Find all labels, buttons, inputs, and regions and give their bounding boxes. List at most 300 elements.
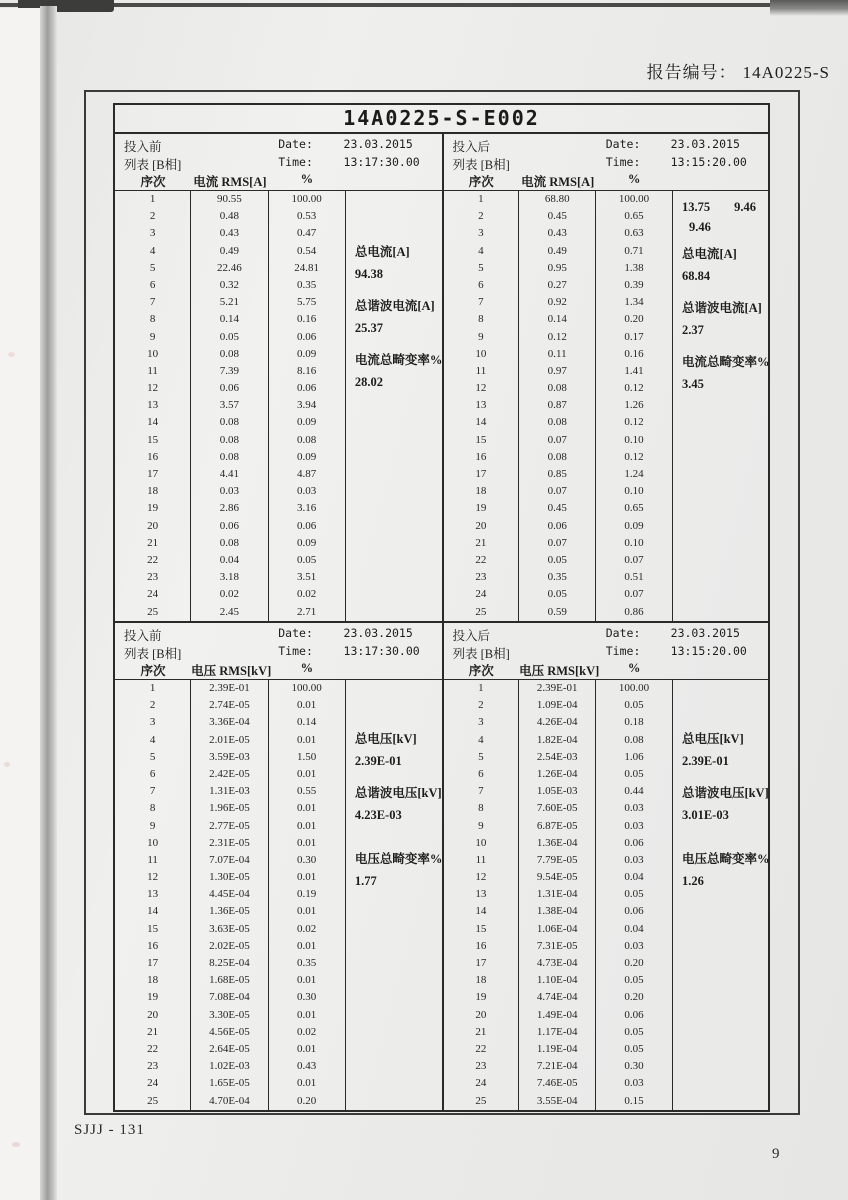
table-cell: 16: [115, 449, 191, 466]
table-cell: 4.26E-04: [519, 714, 596, 731]
table-cell: 18: [444, 483, 520, 500]
table-cell: 2.74E-05: [191, 697, 268, 714]
table-row: [444, 414, 672, 431]
table-cell: 6: [444, 277, 520, 294]
table-cell: 0.45: [519, 208, 596, 225]
date-value: 23.03.2015: [343, 626, 413, 640]
table-cell: 9: [115, 818, 191, 835]
table-cell: 3.18: [191, 569, 268, 586]
table-row: [444, 749, 672, 766]
table-cell: 0.01: [297, 733, 317, 746]
summary-label: 总电流[A]: [354, 245, 410, 259]
table-cell: 1.10E-04: [519, 972, 596, 989]
table-cell: 7: [444, 783, 520, 800]
table-row: [444, 294, 672, 311]
table-row: [444, 938, 672, 955]
table-cell: 0.05: [297, 553, 317, 566]
table-cell: 9: [444, 329, 520, 346]
time-label: Time:: [278, 155, 313, 169]
table-cell: 0.71: [624, 244, 644, 257]
table-cell: 5: [115, 260, 191, 277]
table-row: [115, 535, 345, 552]
table-cell: 1.36E-04: [519, 835, 596, 852]
summary-thd-voltage: [681, 848, 770, 892]
table-cell: 7.07E-04: [191, 852, 268, 869]
table-row: [115, 800, 345, 817]
scan-speck: [12, 1142, 20, 1147]
table-cell: 1.38: [624, 261, 644, 274]
table-cell: 25: [115, 604, 191, 621]
summary-label: 总电流[A]: [681, 247, 737, 261]
table-cell: 0.03: [297, 485, 317, 498]
table-cell: 22: [115, 1041, 191, 1058]
table-row: [444, 346, 672, 363]
table-cell: 0.95: [519, 260, 596, 277]
table-cell: 0.87: [519, 397, 596, 414]
table-row: [115, 432, 345, 449]
table-cell: 1.05E-03: [519, 783, 596, 800]
annotation-value: 9.46: [688, 220, 711, 234]
table-cell: 0.05: [624, 974, 644, 987]
table-cell: 0.08: [191, 432, 268, 449]
table-cell: 1: [444, 680, 520, 697]
table-cell: 1.34: [624, 296, 644, 309]
table-row: [115, 869, 345, 886]
time-label: Time:: [278, 644, 313, 658]
table-cell: 18: [115, 972, 191, 989]
table-row: [444, 1058, 672, 1075]
table-cell: 1.96E-05: [191, 800, 268, 817]
table-cell: 1.02E-03: [191, 1058, 268, 1075]
table-cell: 19: [115, 989, 191, 1006]
table-cell: 0.65: [624, 210, 644, 223]
table-cell: 2.02E-05: [191, 938, 268, 955]
table-cell: 7.39: [191, 363, 268, 380]
table-cell: 0.65: [624, 502, 644, 515]
column-header-percent: %: [300, 661, 314, 675]
table-cell: 0.49: [519, 243, 596, 260]
table-row: [444, 766, 672, 783]
table-cell: 1.24: [624, 468, 644, 480]
date-value: 23.03.2015: [670, 137, 740, 151]
table-row: [115, 208, 345, 225]
table-cell: 0.01: [297, 802, 317, 815]
table-cell: 100.00: [618, 193, 650, 205]
panel-body: [115, 680, 442, 1110]
table-cell: 5.75: [297, 296, 317, 309]
table-cell: 1.68E-05: [191, 972, 268, 989]
table-cell: 0.07: [519, 483, 596, 500]
table-cell: 2.54E-03: [519, 749, 596, 766]
table-cell: 19: [444, 989, 520, 1006]
table-cell: 22: [444, 552, 520, 569]
time-value: 13:15:20.00: [670, 644, 747, 658]
table-cell: 0.59: [519, 604, 596, 621]
table-row: [444, 311, 672, 328]
table-row: [444, 277, 672, 294]
summary-label: 总谐波电流[A]: [681, 301, 762, 315]
panel-voltage-before: [115, 623, 442, 1110]
date-value: 23.03.2015: [343, 137, 413, 151]
table-cell: 15: [115, 921, 191, 938]
table-row: [115, 783, 345, 800]
table-cell: 17: [444, 955, 520, 972]
table-cell: 15: [444, 921, 520, 938]
table-row: [444, 1007, 672, 1024]
summary-total-current: [682, 243, 766, 287]
table-row: [115, 938, 345, 955]
table-cell: 0.08: [191, 449, 268, 466]
table-cell: 1.38E-04: [519, 903, 596, 920]
table-cell: 0.08: [519, 380, 596, 397]
table-cell: 17: [444, 466, 520, 483]
table-cell: 21: [444, 535, 520, 552]
table-cell: 14: [444, 903, 520, 920]
table-cell: 0.09: [297, 536, 317, 549]
table-cell: 0.01: [297, 905, 317, 918]
table-cell: 16: [444, 938, 520, 955]
summary-total-harmonic-current: [682, 297, 766, 341]
table-cell: 0.05: [624, 888, 644, 901]
table-cell: 0.27: [519, 277, 596, 294]
table-cell: 100.00: [618, 682, 650, 694]
table-row: [115, 552, 345, 569]
summary-value: 1.77: [354, 874, 377, 888]
table-cell: 2: [115, 697, 191, 714]
table-cell: 0.20: [297, 1094, 317, 1107]
time-value: 13:15:20.00: [670, 155, 747, 169]
table-row: [115, 500, 345, 517]
table-cell: 0.01: [297, 836, 317, 849]
table-cell: 8.25E-04: [191, 955, 268, 972]
column-header-percent: %: [300, 172, 314, 186]
table-cell: 1.26E-04: [519, 766, 596, 783]
summary-label: 总谐波电压[kV]: [354, 786, 442, 800]
table-row: [444, 903, 672, 920]
table-cell: 5: [444, 749, 520, 766]
table-cell: 0.03: [624, 1077, 644, 1090]
summary-value: 4.23E-03: [354, 808, 402, 822]
summary-total-current: [355, 241, 440, 285]
table-cell: 0.48: [191, 208, 268, 225]
table-row: [115, 346, 345, 363]
table-row: [115, 1041, 345, 1058]
table-cell: 0.02: [297, 922, 317, 935]
table-row: [115, 921, 345, 938]
table-cell: 6: [115, 277, 191, 294]
table-cell: 2.64E-05: [191, 1041, 268, 1058]
table-cell: 7.46E-05: [519, 1075, 596, 1092]
table-cell: 13: [115, 397, 191, 414]
table-cell: 20: [444, 1007, 520, 1024]
table-cell: 0.05: [191, 329, 268, 346]
panel-header: [444, 623, 769, 680]
scan-edge-line: [0, 3, 848, 7]
table-row: [115, 835, 345, 852]
table-cell: 0.35: [297, 278, 317, 291]
table-cell: 3: [115, 225, 191, 242]
table-cell: 5.21: [191, 294, 268, 311]
annotation-numbers: [682, 197, 766, 237]
table-row: [444, 449, 672, 466]
table-row: [115, 586, 345, 603]
table-cell: 0.01: [297, 819, 317, 832]
table-row: [115, 732, 345, 749]
table-cell: 0.18: [624, 716, 644, 729]
table-cell: 0.05: [519, 552, 596, 569]
table-cell: 3.57: [191, 397, 268, 414]
table-cell: 0.01: [297, 767, 317, 780]
table-cell: 0.08: [624, 733, 644, 746]
table-row: [115, 483, 345, 500]
table-cell: 0.07: [519, 535, 596, 552]
summary-label: 总谐波电压[kV]: [681, 786, 769, 800]
table-cell: 2.39E-01: [191, 680, 268, 697]
table-cell: 7.31E-05: [519, 938, 596, 955]
table-row: [444, 397, 672, 414]
table-cell: 20: [115, 518, 191, 535]
table-cell: 0.01: [297, 1042, 317, 1055]
summary-total-voltage: [355, 728, 440, 772]
table-cell: 19: [444, 500, 520, 517]
table-cell: 0.92: [519, 294, 596, 311]
table-cell: 0.06: [297, 382, 317, 395]
table-cell: 4.74E-04: [519, 989, 596, 1006]
table-cell: 0.12: [624, 450, 644, 463]
table-row: [444, 1024, 672, 1041]
list-label: 列表 [B相]: [452, 158, 510, 172]
table-row: [444, 466, 672, 483]
table-cell: 0.12: [624, 382, 644, 395]
table-cell: 3: [444, 225, 520, 242]
form-code: SJJJ - 131: [74, 1122, 145, 1138]
table-cell: 0.97: [519, 363, 596, 380]
summary-value: 2.39E-01: [354, 754, 402, 768]
table-cell: 1: [115, 680, 191, 697]
annotation-value: 13.75: [681, 200, 711, 214]
table-row: [444, 569, 672, 586]
table-cell: 19: [115, 500, 191, 517]
table-cell: 0.06: [191, 518, 268, 535]
table-cell: 8: [444, 311, 520, 328]
table-cell: 23: [444, 569, 520, 586]
state-label: 投入后: [452, 629, 491, 643]
table-cell: 4.73E-04: [519, 955, 596, 972]
table-cell: 10: [115, 835, 191, 852]
table-row: [444, 835, 672, 852]
table-cell: 0.02: [297, 1025, 317, 1038]
table-cell: 1.82E-04: [519, 732, 596, 749]
table-cell: 11: [115, 363, 191, 380]
table-cell: 24: [444, 586, 520, 603]
summary-value: 3.01E-03: [681, 808, 729, 822]
table-cell: 16: [115, 938, 191, 955]
table-cell: 15: [115, 432, 191, 449]
table-row: [444, 697, 672, 714]
table-cell: 0.08: [191, 346, 268, 363]
date-value: 23.03.2015: [670, 626, 740, 640]
table-cell: 0.05: [624, 1042, 644, 1055]
table-row: [444, 208, 672, 225]
harmonic-data-grid: [444, 191, 672, 621]
table-row: [444, 191, 672, 208]
table-cell: 4.45E-04: [191, 886, 268, 903]
table-row: [444, 955, 672, 972]
table-row: [115, 749, 345, 766]
table-cell: 0.10: [624, 433, 644, 446]
summary-thd-voltage: [354, 848, 443, 892]
table-cell: 1.50: [297, 750, 317, 763]
table-row: [115, 680, 345, 697]
table-cell: 0.35: [297, 957, 317, 969]
column-header-seq: 序次: [468, 664, 494, 678]
state-label: 投入前: [124, 140, 162, 154]
table-row: [115, 1058, 345, 1075]
table-row: [115, 989, 345, 1006]
summary-value: 2.37: [681, 323, 704, 337]
table-row: [115, 363, 345, 380]
table-cell: 21: [444, 1024, 520, 1041]
table-cell: 14: [115, 903, 191, 920]
table-cell: 1: [444, 191, 520, 208]
table-cell: 0.35: [519, 569, 596, 586]
table-cell: 23: [115, 1058, 191, 1075]
summary-label: 电压总畸变率%: [354, 852, 443, 866]
harmonic-data-grid: [444, 680, 672, 1110]
summary-total-harmonic-current: [355, 295, 440, 339]
summary-column: [345, 680, 442, 1110]
table-cell: 0.39: [624, 278, 644, 291]
table-row: [115, 260, 345, 277]
table-cell: 0.01: [297, 974, 317, 987]
table-cell: 18: [444, 972, 520, 989]
table-cell: 11: [444, 363, 520, 380]
list-label: 列表 [B相]: [124, 158, 182, 172]
table-row: [115, 466, 345, 483]
time-value: 13:17:30.00: [343, 644, 420, 658]
table-row: [444, 604, 672, 621]
table-cell: 0.53: [297, 210, 317, 223]
table-cell: 0.85: [519, 466, 596, 483]
table-cell: 8: [444, 800, 520, 817]
summary-total-harmonic-voltage: [681, 782, 769, 826]
table-row: [444, 1075, 672, 1092]
table-cell: 100.00: [291, 193, 322, 205]
table-cell: 0.16: [297, 313, 317, 326]
report-number-value: 14A0225-S: [742, 63, 830, 82]
table-row: [115, 766, 345, 783]
table-row: [115, 903, 345, 920]
table-cell: 0.12: [519, 329, 596, 346]
table-cell: 4.41: [191, 466, 268, 483]
table-cell: 23: [115, 569, 191, 586]
table-cell: 0.20: [624, 313, 644, 326]
table-cell: 1.31E-03: [191, 783, 268, 800]
table-row: [115, 818, 345, 835]
table-cell: 1: [115, 191, 191, 208]
table-cell: 0.06: [624, 836, 644, 849]
table-cell: 0.10: [624, 536, 644, 549]
table-cell: 0.06: [624, 905, 644, 918]
harmonic-data-grid: [115, 191, 345, 621]
table-cell: 0.06: [297, 330, 317, 343]
table-cell: 0.03: [624, 802, 644, 815]
date-label: Date:: [278, 626, 313, 640]
table-row: [444, 586, 672, 603]
table-cell: 0.16: [624, 347, 644, 360]
table-cell: 20: [444, 518, 520, 535]
panel-current-before: [115, 134, 442, 621]
table-cell: 0.08: [519, 414, 596, 431]
table-cell: 0.20: [624, 991, 644, 1004]
table-cell: 7.79E-05: [519, 852, 596, 869]
table-cell: 3.16: [297, 502, 317, 515]
table-cell: 3.30E-05: [191, 1007, 268, 1024]
table-cell: 0.08: [297, 433, 317, 446]
table-cell: 0.09: [624, 519, 644, 532]
table-cell: 2.71: [297, 605, 317, 618]
table-cell: 3.63E-05: [191, 921, 268, 938]
state-label: 投入后: [452, 140, 491, 154]
table-row: [444, 972, 672, 989]
column-header-percent: %: [627, 172, 641, 186]
table-cell: 4.70E-04: [191, 1093, 268, 1110]
table-cell: 1.30E-05: [191, 869, 268, 886]
table-cell: 0.30: [297, 991, 317, 1004]
table-cell: 0.49: [191, 243, 268, 260]
table-cell: 17: [115, 466, 191, 483]
table-cell: 0.05: [519, 586, 596, 603]
table-row: [115, 294, 345, 311]
page-number: 9: [772, 1146, 780, 1162]
table-cell: 2.86: [191, 500, 268, 517]
table-row: [115, 449, 345, 466]
table-cell: 0.06: [297, 519, 317, 532]
table-row: [115, 1075, 345, 1092]
current-section: [115, 134, 768, 621]
table-cell: 0.10: [624, 485, 644, 498]
table-cell: 20: [115, 1007, 191, 1024]
summary-value: 68.84: [681, 269, 711, 283]
table-row: [444, 225, 672, 242]
summary-thd-current: [681, 351, 770, 395]
table-row: [115, 225, 345, 242]
table-cell: 1.17E-04: [519, 1024, 596, 1041]
report-number: [647, 58, 830, 83]
table-cell: 12: [115, 869, 191, 886]
table-cell: 13: [444, 886, 520, 903]
table-cell: 13: [115, 886, 191, 903]
table-row: [115, 191, 345, 208]
panel-current-after: [442, 134, 769, 621]
table-row: [115, 714, 345, 731]
summary-label: 总谐波电流[A]: [354, 299, 435, 313]
table-row: [115, 852, 345, 869]
table-row: [115, 1093, 345, 1110]
table-row: [444, 852, 672, 869]
table-row: [444, 483, 672, 500]
panel-header: [444, 134, 769, 191]
table-row: [115, 329, 345, 346]
summary-value: 25.37: [354, 321, 383, 335]
table-cell: 0.45: [519, 500, 596, 517]
table-cell: 0.55: [297, 785, 317, 798]
table-row: [444, 921, 672, 938]
table-cell: 11: [444, 852, 520, 869]
voltage-section: [115, 621, 768, 1110]
table-row: [444, 552, 672, 569]
table-cell: 1.09E-04: [519, 697, 596, 714]
